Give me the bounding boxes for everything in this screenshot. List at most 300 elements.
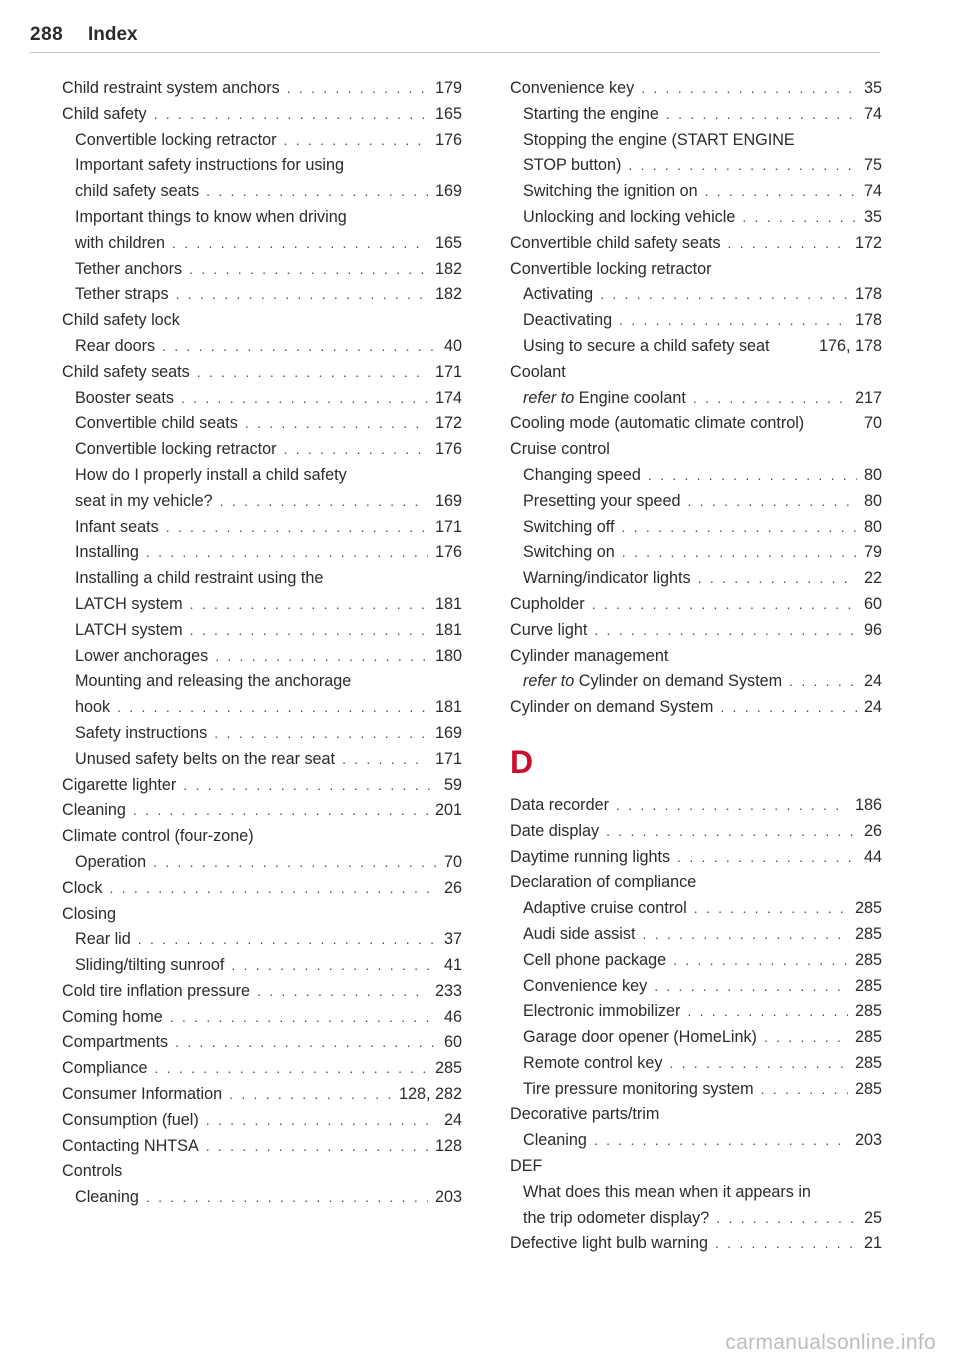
dot-leader [284,437,428,463]
page-reference[interactable]: 169 [434,182,462,201]
page-reference[interactable]: 24 [863,698,882,717]
entry-text [75,540,139,566]
entry-text [510,618,587,644]
entry-text [523,308,612,334]
page-reference[interactable]: 285 [854,1028,882,1047]
page-reference[interactable]: 201 [434,801,462,820]
entry-text [75,618,183,644]
entry-text [62,102,147,128]
page-reference[interactable]: 169 [434,723,462,742]
dot-leader [648,463,857,489]
dot-leader [153,850,437,876]
entry-label: the trip odometer display? [523,1208,710,1227]
entry-text [75,953,224,979]
dot-leader [181,386,428,412]
entry-label: Cold tire inflation pressure [62,981,251,1000]
dot-leader [594,1128,848,1154]
entry-text [75,489,213,515]
entry-text [75,695,110,721]
dot-leader [592,592,857,618]
dot-leader [687,489,857,515]
entry-label: Closing [62,904,116,923]
entry-label: Declaration of compliance [510,873,697,892]
entry-label: Consumption (fuel) [62,1110,199,1129]
dot-leader [214,721,428,747]
dot-leader [183,773,437,799]
dot-leader [190,618,428,644]
entry-text [62,1159,122,1185]
entry-label: Child safety [62,104,147,123]
entry-text [510,437,610,463]
dot-leader [693,386,848,412]
page-reference[interactable]: 217 [854,388,882,407]
page-reference[interactable]: 128, 282 [398,1085,462,1104]
index-subentry [510,669,882,695]
entry-text [75,1185,139,1211]
page-reference[interactable]: 60 [863,594,882,613]
index-subentry [510,922,882,948]
dot-leader [761,1077,848,1103]
entry-text [523,463,641,489]
page-reference[interactable]: 176 [434,543,462,562]
entry-label: Installing a child restraint using the [75,569,324,588]
entry-label: STOP button) [523,156,622,175]
index-subentry [510,1128,882,1154]
dot-leader [231,953,437,979]
entry-label: Data recorder [510,795,609,814]
index-subentry [62,463,462,489]
entry-text [62,902,116,928]
entry-text [75,128,277,154]
page-reference[interactable]: 46 [443,1007,462,1026]
index-subentry [62,540,462,566]
entry-text [523,566,691,592]
entry-text [75,566,323,592]
page-reference[interactable]: 80 [863,517,882,536]
entry-text [62,876,102,902]
dot-leader [197,360,428,386]
page-reference[interactable]: 75 [863,156,882,175]
dot-leader [666,102,857,128]
index-entry [510,870,882,896]
page-reference[interactable]: 79 [863,543,882,562]
entry-label: Engine coolant [578,388,686,407]
dot-leader [154,102,428,128]
entry-text [75,669,351,695]
index-section-letter: D [510,743,534,780]
index-subentry [510,1180,882,1206]
entry-label: Booster seats [75,388,174,407]
entry-text [62,1108,199,1134]
entry-text [523,1180,811,1206]
index-entry [62,876,462,902]
index-entry [62,798,462,824]
page-reference[interactable]: 285 [854,1002,882,1021]
entry-text [75,231,165,257]
dot-leader [641,76,857,102]
page-reference[interactable]: 59 [443,775,462,794]
page-reference[interactable]: 182 [434,285,462,304]
page-reference[interactable]: 74 [863,182,882,201]
page-reference[interactable]: 176 [434,130,462,149]
page-reference[interactable]: 35 [863,79,882,97]
page-reference[interactable]: 37 [443,930,462,949]
index-entry [510,618,882,644]
dot-leader [146,1185,428,1211]
dot-leader [705,179,857,205]
entry-text [75,386,174,412]
index-subentry [62,179,462,205]
page-reference[interactable]: 80 [863,465,882,484]
entry-text [75,334,155,360]
index-subentry [510,540,882,566]
entry-label: Sliding/tilting sunroof [75,956,225,975]
page-reference[interactable]: 171 [434,749,462,768]
index-entry [62,1005,462,1031]
entry-text [75,721,207,747]
page-reference[interactable]: 44 [863,847,882,866]
index-subentry [62,489,462,515]
index-subentry [62,695,462,721]
dot-leader [215,644,428,670]
index-entry [510,76,882,102]
entry-text [75,515,159,541]
entry-label: Convenience key [523,976,648,995]
index-subentry [510,102,882,128]
page-reference[interactable]: 285 [854,899,882,918]
entry-text [62,1134,199,1160]
page-reference[interactable]: 26 [443,878,462,897]
entry-label: Switching on [523,543,615,562]
entry-text [62,824,254,850]
page-reference[interactable]: 180 [434,646,462,665]
index-entry [62,76,462,102]
entry-text [523,515,614,541]
page-reference[interactable]: 176 [434,440,462,459]
page-header [30,22,880,53]
entry-label: Garage door opener (HomeLink) [523,1028,757,1047]
entry-label: Cooling mode (automatic climate control) [510,414,805,433]
page-reference[interactable]: 24 [863,672,882,691]
page-reference[interactable]: 203 [434,1188,462,1207]
page-reference[interactable]: 21 [863,1234,882,1253]
entry-text [62,798,126,824]
entry-text [510,870,696,896]
entry-label: Date display [510,821,600,840]
entry-text [75,747,335,773]
entry-label: Electronic immobilizer [523,1002,681,1021]
entry-label: Presetting your speed [523,491,681,510]
dot-leader [189,257,428,283]
page-reference[interactable]: 285 [854,950,882,969]
dot-leader [677,845,857,871]
entry-label: Decorative parts/trim [510,1105,660,1124]
entry-text [523,102,659,128]
index-entry [62,360,462,386]
dot-leader [146,540,428,566]
entry-label: Important things to know when driving [75,207,347,226]
page-reference[interactable]: 70 [863,414,882,433]
page-reference[interactable]: 174 [434,388,462,407]
page-reference[interactable]: 165 [434,233,462,252]
page-reference[interactable]: 285 [434,1059,462,1078]
index-subentry [62,644,462,670]
dot-leader [694,896,848,922]
entry-label: Infant seats [75,517,159,536]
entry-text [510,411,804,437]
dot-leader [720,695,857,721]
entry-text [62,360,190,386]
index-subentry [510,1206,882,1232]
entry-text [523,489,680,515]
page-reference[interactable]: 25 [863,1208,882,1227]
entry-label: Curve light [510,620,588,639]
entry-text [523,948,666,974]
page-reference[interactable]: 181 [434,594,462,613]
index-entry [510,592,882,618]
page-number: 288 [30,24,64,45]
page-reference[interactable]: 176, 178 [818,336,882,355]
entry-label: Child safety seats [62,362,190,381]
watermark[interactable]: carmanualsonline.info [725,1331,936,1354]
page-reference[interactable]: 171 [434,362,462,381]
entry-text [62,76,280,102]
entry-label: DEF [510,1157,543,1176]
entry-text [523,334,770,360]
page-reference[interactable]: 178 [854,311,882,330]
entry-text [75,282,169,308]
page-reference[interactable]: 24 [443,1110,462,1129]
entry-text [523,896,687,922]
dot-leader [109,876,437,902]
page-reference[interactable]: 203 [854,1131,882,1150]
entry-label: Cylinder management [510,646,669,665]
entry-label: What does this mean when it appears in [523,1182,811,1201]
dot-leader [284,128,428,154]
page-reference[interactable]: 285 [854,924,882,943]
page-reference[interactable]: 22 [863,569,882,588]
index-subentry [62,850,462,876]
dot-leader [606,819,857,845]
page-reference[interactable]: 178 [854,285,882,304]
page-reference[interactable]: 181 [434,620,462,639]
entry-label: Switching off [523,517,615,536]
page-reference[interactable]: 181 [434,698,462,717]
entry-label: Lower anchorages [75,646,209,665]
index-subentry [510,179,882,205]
page-reference[interactable]: 60 [443,1033,462,1052]
entry-label: Child restraint system anchors [62,79,280,97]
entry-label: Cylinder on demand System [510,698,714,717]
index-subentry [510,334,882,360]
dot-leader [621,515,857,541]
entry-text [510,76,634,102]
entry-label: Convenience key [510,79,635,97]
entry-text [510,644,668,670]
entry-text [510,360,566,386]
page-reference[interactable]: 172 [854,233,882,252]
index-subentry [62,592,462,618]
index-entry [510,411,882,437]
refer-to-label: refer to [523,672,575,691]
entry-text [75,644,208,670]
index-entry [62,1056,462,1082]
entry-label: Climate control (four-zone) [62,827,254,846]
entry-text [62,1056,147,1082]
index-subentry [62,669,462,695]
index-subentry [510,515,882,541]
entry-text [510,695,713,721]
index-entry [62,1082,462,1108]
index-entry [62,773,462,799]
index-subentry [510,205,882,231]
entry-text [510,592,585,618]
entry-label: with children [75,233,165,252]
entry-label: Convertible child seats [75,414,238,433]
dot-leader [245,411,428,437]
entry-label: Mounting and releasing the anchorage [75,672,352,691]
page-reference[interactable]: 41 [443,956,462,975]
entry-label: Compliance [62,1059,148,1078]
dot-leader [154,1056,428,1082]
page-reference[interactable]: 186 [854,795,882,814]
page-reference[interactable]: 74 [863,104,882,123]
page-reference[interactable]: 171 [434,517,462,536]
entry-text [62,773,176,799]
page-reference[interactable]: 80 [863,491,882,510]
entry-label: Coming home [62,1007,163,1026]
index-subentry [62,515,462,541]
dot-leader [172,231,428,257]
dot-leader [342,747,428,773]
page-reference[interactable]: 182 [434,259,462,278]
entry-label: Operation [75,852,147,871]
entry-text [75,179,199,205]
index-entry [510,819,882,845]
entry-text [510,793,609,819]
entry-label: Cupholder [510,594,585,613]
index-entry [510,793,882,819]
entry-text [510,257,712,283]
entry-label: Cleaning [62,801,126,820]
entry-text [62,1082,222,1108]
page-reference[interactable]: 70 [443,852,462,871]
entry-label: Coolant [510,362,566,381]
entry-label: child safety seats [75,182,200,201]
entry-label: Cylinder on demand System [578,672,783,691]
page-reference[interactable]: 285 [854,1079,882,1098]
index-subentry [62,411,462,437]
entry-text [75,411,238,437]
index-entry [510,845,882,871]
entry-text [523,922,635,948]
index-entry [510,1231,882,1257]
index-subentry [62,128,462,154]
entry-text [510,1154,542,1180]
dot-leader [220,489,428,515]
page-reference[interactable]: 128 [434,1136,462,1155]
dot-leader [687,999,848,1025]
page-reference[interactable]: 179 [434,79,462,97]
index-subentry [62,205,462,231]
index-subentry [62,618,462,644]
entry-label: Rear lid [75,930,131,949]
page-reference[interactable]: 165 [434,104,462,123]
dot-leader [257,979,428,1005]
page-reference[interactable]: 233 [434,981,462,1000]
dot-leader [176,282,428,308]
entry-text [510,1102,659,1128]
entry-label: Remote control key [523,1053,663,1072]
page-title: Index [88,24,138,45]
entry-text [75,205,347,231]
entry-label: Clock [62,878,103,897]
dot-leader [616,793,848,819]
page-reference[interactable]: 169 [434,491,462,510]
index-subentry [62,231,462,257]
index-subentry [62,953,462,979]
entry-label: LATCH system [75,594,183,613]
page-reference[interactable]: 40 [443,336,462,355]
entry-label: Convertible locking retractor [75,440,277,459]
entry-label: Using to secure a child safety seat [523,336,770,355]
dot-leader [673,948,848,974]
index-subentry [62,153,462,179]
entry-text [62,308,180,334]
index-subentry [62,257,462,283]
dot-leader [742,205,857,231]
page-reference[interactable]: 96 [863,620,882,639]
index-entry [62,902,462,928]
index-subentry [510,999,882,1025]
entry-text [510,819,599,845]
index-subentry [62,1185,462,1211]
entry-label: Tether straps [75,285,169,304]
entry-text [523,1077,754,1103]
page-reference[interactable]: 26 [863,821,882,840]
index-subentry [510,1025,882,1051]
page-reference[interactable]: 285 [854,976,882,995]
entry-label: Tire pressure monitoring system [523,1079,754,1098]
dot-leader [642,922,848,948]
index-entry [510,1154,882,1180]
dot-leader [162,334,437,360]
entry-label: Unlocking and locking vehicle [523,207,736,226]
entry-text [510,231,721,257]
index-subentry [62,721,462,747]
index-subentry [62,386,462,412]
entry-text [523,205,735,231]
page-reference[interactable]: 172 [434,414,462,433]
entry-label: Convertible locking retractor [75,130,277,149]
entry-text [75,850,146,876]
index-subentry [510,386,882,412]
index-subentry [510,282,882,308]
dot-leader [669,1051,848,1077]
index-column-right [510,76,882,1257]
page-reference[interactable]: 35 [863,207,882,226]
entry-label: hook [75,698,111,717]
entry-label: Stopping the engine (START ENGINE [523,130,795,149]
dot-leader [206,1134,428,1160]
entry-label: How do I properly install a child safety [75,465,347,484]
entry-text [523,282,593,308]
entry-text [523,669,782,695]
entry-text [523,1025,757,1051]
page-reference[interactable]: 285 [854,1053,882,1072]
dot-leader [166,515,428,541]
dot-leader [789,669,857,695]
